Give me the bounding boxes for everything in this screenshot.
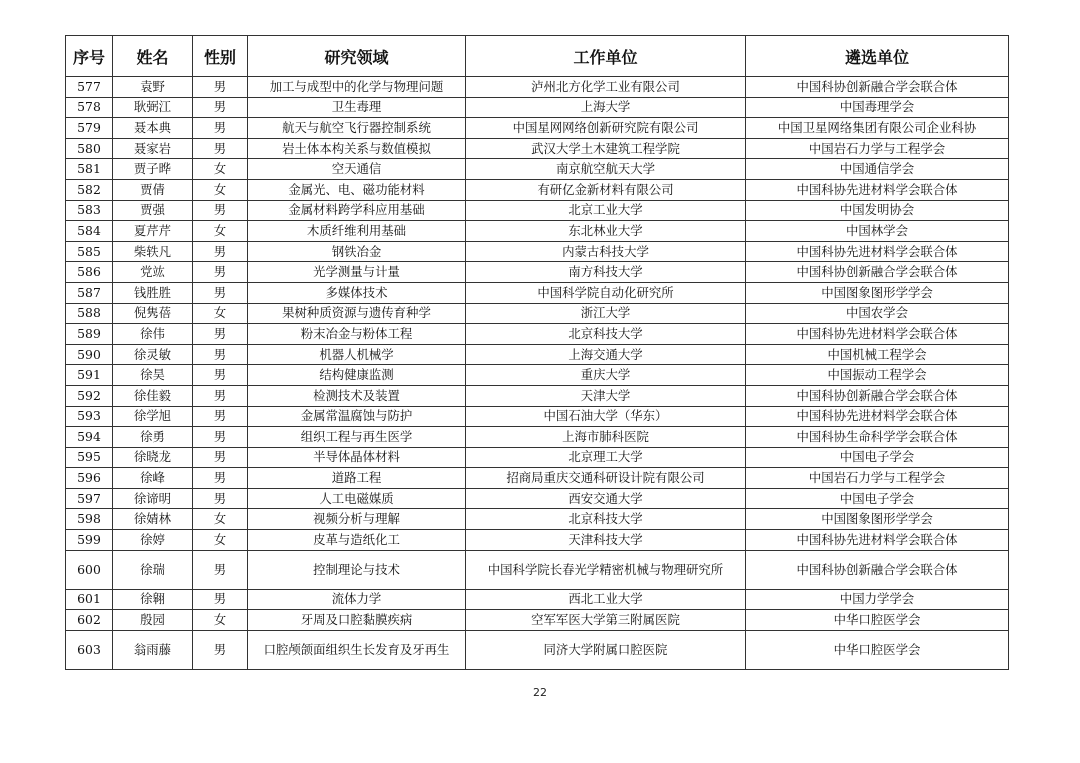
gender-cell: 女 [193,530,248,551]
seq-cell: 586 [66,262,113,283]
name-cell: 翁雨藤 [113,630,193,669]
selector-cell: 中华口腔医学会 [746,610,1009,631]
employer-cell: 空军军医大学第三附属医院 [466,610,746,631]
field-cell: 口腔颅颌面组织生长发育及牙再生 [248,630,466,669]
gender-cell: 男 [193,630,248,669]
seq-cell: 588 [66,303,113,324]
selector-cell: 中国机械工程学会 [746,344,1009,365]
selector-cell: 中国通信学会 [746,159,1009,180]
name-cell: 徐学旭 [113,406,193,427]
employer-cell: 重庆大学 [466,365,746,386]
gender-cell: 男 [193,365,248,386]
name-cell: 党竑 [113,262,193,283]
table-row [66,630,1009,669]
employer-cell: 天津科技大学 [466,530,746,551]
table-row [66,324,1009,345]
seq-cell: 601 [66,589,113,610]
table-row [66,365,1009,386]
seq-cell: 600 [66,550,113,589]
name-cell: 柴轶凡 [113,241,193,262]
name-cell: 夏芹芹 [113,221,193,242]
name-cell: 贾子晔 [113,159,193,180]
table-row [66,447,1009,468]
employer-cell: 南方科技大学 [466,262,746,283]
header-employer: 工作单位 [466,36,746,77]
selector-cell: 中国岩石力学与工程学会 [746,468,1009,489]
field-cell: 木质纤维利用基础 [248,221,466,242]
seq-cell: 587 [66,282,113,303]
page-number: 22 [533,686,547,699]
table-header-row [66,36,1009,77]
header-gender: 性别 [193,36,248,77]
seq-cell: 598 [66,509,113,530]
selector-cell: 中国卫星网络集团有限公司企业科协 [746,118,1009,139]
table-row [66,221,1009,242]
employer-cell: 内蒙古科技大学 [466,241,746,262]
selector-cell: 中国科协先进材料学会联合体 [746,324,1009,345]
field-cell: 钢铁冶金 [248,241,466,262]
seq-cell: 603 [66,630,113,669]
selector-cell: 中国发明协会 [746,200,1009,221]
selector-cell: 中国科协创新融合学会联合体 [746,77,1009,98]
field-cell: 控制理论与技术 [248,550,466,589]
field-cell: 道路工程 [248,468,466,489]
seq-cell: 602 [66,610,113,631]
gender-cell: 男 [193,118,248,139]
field-cell: 组织工程与再生医学 [248,427,466,448]
table-row [66,385,1009,406]
seq-cell: 580 [66,138,113,159]
name-cell: 徐婧林 [113,509,193,530]
field-cell: 光学测量与计量 [248,262,466,283]
header-field: 研究领域 [248,36,466,77]
table-row [66,550,1009,589]
name-cell: 贾强 [113,200,193,221]
table-row [66,97,1009,118]
employer-cell: 北京科技大学 [466,509,746,530]
employer-cell: 中国星网网络创新研究院有限公司 [466,118,746,139]
header-name: 姓名 [113,36,193,77]
employer-cell: 泸州北方化学工业有限公司 [466,77,746,98]
seq-cell: 596 [66,468,113,489]
field-cell: 结构健康监测 [248,365,466,386]
employer-cell: 东北林业大学 [466,221,746,242]
seq-cell: 599 [66,530,113,551]
field-cell: 皮革与造纸化工 [248,530,466,551]
gender-cell: 女 [193,221,248,242]
gender-cell: 男 [193,550,248,589]
employer-cell: 武汉大学土木建筑工程学院 [466,138,746,159]
seq-cell: 595 [66,447,113,468]
selector-cell: 中国力学学会 [746,589,1009,610]
name-cell: 徐灵敏 [113,344,193,365]
field-cell: 机器人机械学 [248,344,466,365]
selector-cell: 中国科协先进材料学会联合体 [746,179,1009,200]
selector-cell: 中国科协先进材料学会联合体 [746,241,1009,262]
table-row [66,406,1009,427]
employer-cell: 同济大学附属口腔医院 [466,630,746,669]
field-cell: 金属常温腐蚀与防护 [248,406,466,427]
selector-cell: 中国科协先进材料学会联合体 [746,530,1009,551]
field-cell: 粉末冶金与粉体工程 [248,324,466,345]
table-row [66,159,1009,180]
seq-cell: 589 [66,324,113,345]
table-row [66,118,1009,139]
table-row [66,77,1009,98]
gender-cell: 男 [193,344,248,365]
gender-cell: 男 [193,427,248,448]
field-cell: 多媒体技术 [248,282,466,303]
employer-cell: 西北工业大学 [466,589,746,610]
table-row [66,200,1009,221]
name-cell: 徐晓龙 [113,447,193,468]
selector-cell: 中华口腔医学会 [746,630,1009,669]
selector-cell: 中国科协创新融合学会联合体 [746,262,1009,283]
name-cell: 徐翱 [113,589,193,610]
gender-cell: 女 [193,159,248,180]
name-cell: 徐伟 [113,324,193,345]
name-cell: 徐昊 [113,365,193,386]
selector-cell: 中国图象图形学学会 [746,509,1009,530]
name-cell: 钱胜胜 [113,282,193,303]
selector-cell: 中国电子学会 [746,447,1009,468]
employer-cell: 上海大学 [466,97,746,118]
field-cell: 半导体晶体材料 [248,447,466,468]
gender-cell: 女 [193,303,248,324]
name-cell: 徐瑞 [113,550,193,589]
employer-cell: 浙江大学 [466,303,746,324]
field-cell: 果树种质资源与遗传育种学 [248,303,466,324]
roster-table [65,35,1009,670]
gender-cell: 男 [193,200,248,221]
employer-cell: 中国石油大学（华东） [466,406,746,427]
table-row [66,262,1009,283]
field-cell: 人工电磁媒质 [248,488,466,509]
gender-cell: 男 [193,241,248,262]
table-row [66,509,1009,530]
seq-cell: 597 [66,488,113,509]
employer-cell: 中国科学院长春光学精密机械与物理研究所 [466,550,746,589]
seq-cell: 579 [66,118,113,139]
table-row [66,138,1009,159]
name-cell: 徐勇 [113,427,193,448]
name-cell: 徐谛明 [113,488,193,509]
table-body [66,77,1009,670]
selector-cell: 中国科协创新融合学会联合体 [746,550,1009,589]
employer-cell: 中国科学院自动化研究所 [466,282,746,303]
employer-cell: 招商局重庆交通科研设计院有限公司 [466,468,746,489]
seq-cell: 593 [66,406,113,427]
field-cell: 流体力学 [248,589,466,610]
seq-cell: 578 [66,97,113,118]
table-row [66,589,1009,610]
field-cell: 金属材料跨学科应用基础 [248,200,466,221]
field-cell: 岩土体本构关系与数值模拟 [248,138,466,159]
selector-cell: 中国岩石力学与工程学会 [746,138,1009,159]
employer-cell: 上海市肺科医院 [466,427,746,448]
seq-cell: 581 [66,159,113,180]
header-selector: 遴选单位 [746,36,1009,77]
gender-cell: 男 [193,406,248,427]
name-cell: 聂家岩 [113,138,193,159]
name-cell: 徐峰 [113,468,193,489]
seq-cell: 592 [66,385,113,406]
field-cell: 卫生毒理 [248,97,466,118]
field-cell: 加工与成型中的化学与物理问题 [248,77,466,98]
name-cell: 耿弼江 [113,97,193,118]
table-row [66,179,1009,200]
employer-cell: 北京工业大学 [466,200,746,221]
selector-cell: 中国振动工程学会 [746,365,1009,386]
seq-cell: 582 [66,179,113,200]
seq-cell: 594 [66,427,113,448]
selector-cell: 中国科协创新融合学会联合体 [746,385,1009,406]
employer-cell: 西安交通大学 [466,488,746,509]
employer-cell: 北京理工大学 [466,447,746,468]
field-cell: 检测技术及装置 [248,385,466,406]
table-row [66,488,1009,509]
gender-cell: 男 [193,77,248,98]
name-cell: 贾倩 [113,179,193,200]
name-cell: 徐佳毅 [113,385,193,406]
gender-cell: 女 [193,610,248,631]
seq-cell: 585 [66,241,113,262]
selector-cell: 中国电子学会 [746,488,1009,509]
name-cell: 殷园 [113,610,193,631]
gender-cell: 男 [193,447,248,468]
seq-cell: 583 [66,200,113,221]
name-cell: 聂本典 [113,118,193,139]
gender-cell: 男 [193,385,248,406]
gender-cell: 男 [193,324,248,345]
employer-cell: 天津大学 [466,385,746,406]
name-cell: 袁野 [113,77,193,98]
header-seq: 序号 [66,36,113,77]
gender-cell: 男 [193,282,248,303]
seq-cell: 591 [66,365,113,386]
gender-cell: 男 [193,97,248,118]
gender-cell: 女 [193,179,248,200]
gender-cell: 男 [193,589,248,610]
selector-cell: 中国科协生命科学学会联合体 [746,427,1009,448]
field-cell: 牙周及口腔黏膜疾病 [248,610,466,631]
name-cell: 徐婷 [113,530,193,551]
field-cell: 视频分析与理解 [248,509,466,530]
table-row [66,610,1009,631]
table-row [66,530,1009,551]
selector-cell: 中国科协先进材料学会联合体 [746,406,1009,427]
selector-cell: 中国农学会 [746,303,1009,324]
gender-cell: 男 [193,138,248,159]
employer-cell: 有研亿金新材料有限公司 [466,179,746,200]
table-row [66,427,1009,448]
seq-cell: 584 [66,221,113,242]
field-cell: 金属光、电、磁功能材料 [248,179,466,200]
table-row [66,282,1009,303]
table-row [66,344,1009,365]
employer-cell: 南京航空航天大学 [466,159,746,180]
selector-cell: 中国林学会 [746,221,1009,242]
seq-cell: 590 [66,344,113,365]
field-cell: 空天通信 [248,159,466,180]
name-cell: 倪隽蓓 [113,303,193,324]
gender-cell: 男 [193,262,248,283]
table-row [66,241,1009,262]
employer-cell: 北京科技大学 [466,324,746,345]
gender-cell: 男 [193,488,248,509]
employer-cell: 上海交通大学 [466,344,746,365]
gender-cell: 女 [193,509,248,530]
table-row [66,468,1009,489]
selector-cell: 中国图象图形学学会 [746,282,1009,303]
selector-cell: 中国毒理学会 [746,97,1009,118]
field-cell: 航天与航空飞行器控制系统 [248,118,466,139]
seq-cell: 577 [66,77,113,98]
gender-cell: 男 [193,468,248,489]
table-row [66,303,1009,324]
